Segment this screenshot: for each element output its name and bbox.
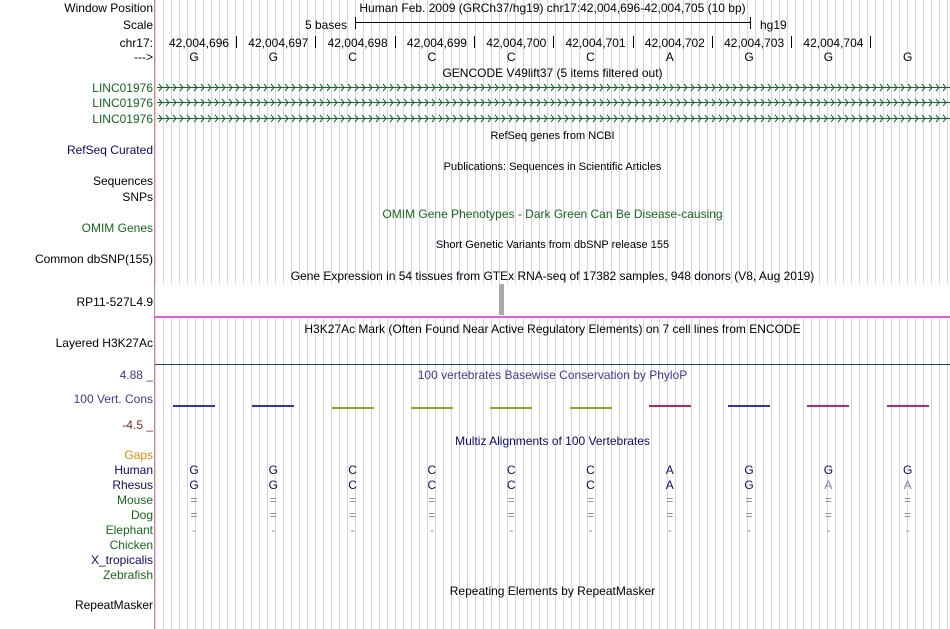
alignment-base: G <box>744 478 754 492</box>
species-label-mouse[interactable]: Mouse <box>116 493 153 507</box>
species-label-gaps[interactable]: Gaps <box>124 448 153 462</box>
position-tick <box>553 36 554 48</box>
scale-assembly: hg19 <box>760 18 787 32</box>
species-label-elephant[interactable]: Elephant <box>105 523 153 537</box>
alignment-base: C <box>427 463 437 477</box>
species-label-dog[interactable]: Dog <box>130 508 153 522</box>
repeatmasker-track-title[interactable]: Repeating Elements by RepeatMasker <box>449 584 656 598</box>
alignment-base: = <box>824 508 832 522</box>
alignment-base: = <box>507 508 515 522</box>
alignment-base: = <box>428 493 436 507</box>
alignment-base: = <box>190 508 198 522</box>
phylop-score-bar[interactable] <box>411 407 453 409</box>
gencode-item-label[interactable]: LINC01976 <box>92 81 153 95</box>
position-tick-label: 42,004,698 <box>327 36 388 50</box>
position-tick <box>236 36 237 48</box>
position-tick <box>395 36 396 48</box>
gencode-item-label[interactable]: LINC01976 <box>92 96 153 110</box>
position-tick-label: 42,004,702 <box>644 36 705 50</box>
alignment-base: C <box>427 478 437 492</box>
alignment-base: = <box>190 493 198 507</box>
dbsnp-label[interactable]: Common dbSNP(155) <box>34 252 153 266</box>
alignment-base: = <box>745 493 753 507</box>
omim-track-title[interactable]: OMIM Gene Phenotypes - Dark Green Can Be Disease-causing <box>382 207 723 221</box>
alignment-base: = <box>586 493 594 507</box>
alignment-base: A <box>903 478 912 492</box>
alignment-base: C <box>348 478 357 492</box>
position-tick-label: 42,004,697 <box>248 36 309 50</box>
window-position-text[interactable]: Human Feb. 2009 (GRCh37/hg19) chr17:42,004,696-42,004,705 (10 bp) <box>359 1 746 15</box>
position-tick <box>474 36 475 48</box>
scale-bar-right-tick <box>750 17 751 29</box>
alignment-base: - <box>192 523 196 537</box>
alignment-base: - <box>429 523 434 537</box>
alignment-base: G <box>189 478 199 492</box>
gtex-expression-bar[interactable] <box>499 284 504 315</box>
gencode-transcript[interactable] <box>157 114 950 123</box>
phylop-score-bar[interactable] <box>252 405 294 407</box>
gtex-label[interactable]: RP11-527L4.9 <box>76 295 153 309</box>
alignment-base: - <box>588 523 593 537</box>
alignment-base: - <box>271 523 276 537</box>
alignment-base: C <box>506 478 516 492</box>
gencode-transcript[interactable] <box>157 98 950 107</box>
gencode-transcript[interactable] <box>157 83 950 92</box>
position-tick-label: 42,004,700 <box>486 36 547 50</box>
position-tick <box>633 36 634 48</box>
refseq-track-title[interactable]: RefSeq genes from NCBI <box>490 130 615 142</box>
alignment-base: - <box>747 523 752 537</box>
alignment-base: = <box>745 508 753 522</box>
reference-base: G <box>744 50 754 64</box>
phylop-score-bar[interactable] <box>173 405 215 407</box>
reference-base: A <box>665 50 674 64</box>
position-tick-label: 42,004,696 <box>169 36 230 50</box>
gencode-item-label[interactable]: LINC01976 <box>92 112 153 126</box>
position-tick-label: 42,004,701 <box>565 36 626 50</box>
phylop-score-bar[interactable] <box>490 407 532 409</box>
h3k27ac-signal-line <box>155 364 950 365</box>
reference-base: G <box>903 50 913 64</box>
reference-base: G <box>268 50 278 64</box>
position-tick <box>791 36 792 48</box>
phylop-score-bar[interactable] <box>332 407 374 409</box>
alignment-base: G <box>268 463 278 477</box>
h3k27ac-label[interactable]: Layered H3K27Ac <box>55 336 153 350</box>
alignment-base: = <box>666 493 674 507</box>
alignment-base: = <box>586 508 594 522</box>
scale-label: Scale <box>122 18 153 32</box>
alignment-base: = <box>507 493 515 507</box>
phylop-min-label: -4.5 _ <box>122 418 153 432</box>
alignment-base: A <box>665 478 674 492</box>
phylop-track-title[interactable]: 100 vertebrates Basewise Conservation by PhyloP <box>417 368 688 382</box>
alignment-base: = <box>666 508 674 522</box>
alignment-base: - <box>509 523 514 537</box>
reference-base: C <box>506 50 516 64</box>
reference-base: G <box>189 50 199 64</box>
alignment-base: = <box>349 508 357 522</box>
phylop-score-bar[interactable] <box>887 405 929 407</box>
alignment-base: C <box>506 463 516 477</box>
species-label-x_tropicalis[interactable]: X_tropicalis <box>90 553 153 567</box>
alignment-base: = <box>349 493 357 507</box>
gtex-track-title[interactable]: Gene Expression in 54 tissues from GTEx RNA-seq of 17382 samples, 948 donors (V8, Aug 2019) <box>290 269 815 283</box>
pubs-sequences-label[interactable]: Sequences <box>92 174 153 188</box>
species-label-rhesus[interactable]: Rhesus <box>112 478 153 492</box>
alignment-base: G <box>268 478 278 492</box>
h3k27ac-track-title[interactable]: H3K27Ac Mark (Often Found Near Active Regulatory Elements) on 7 cell lines from ENCODE <box>304 322 801 336</box>
position-tick <box>712 36 713 48</box>
reference-base: C <box>348 50 357 64</box>
phylop-score-bar[interactable] <box>807 405 849 407</box>
alignment-base: G <box>744 463 754 477</box>
gtex-baseline <box>155 316 950 318</box>
reference-base: C <box>586 50 595 64</box>
alignment-base: - <box>350 523 355 537</box>
position-tick <box>315 36 316 48</box>
window-position-label: Window Position <box>64 1 153 15</box>
alignment-base: G <box>189 463 199 477</box>
pubs-snps-label[interactable]: SNPs <box>122 190 153 204</box>
alignment-base: = <box>269 493 277 507</box>
omim-label[interactable]: OMIM Genes <box>81 221 153 235</box>
gencode-track-title[interactable]: GENCODE V49lift37 (5 items filtered out) <box>442 66 663 80</box>
alignment-base: A <box>665 463 674 477</box>
alignment-base: C <box>348 463 357 477</box>
position-tick <box>870 36 871 48</box>
alignment-base: = <box>269 508 277 522</box>
phylop-score-bar[interactable] <box>570 407 612 409</box>
chrom-label: chr17: <box>119 36 153 50</box>
repeatmasker-label[interactable]: RepeatMasker <box>74 598 153 612</box>
alignment-base: = <box>904 493 912 507</box>
alignment-base: C <box>586 463 595 477</box>
dbsnp-track-title[interactable]: Short Genetic Variants from dbSNP release 155 <box>435 239 670 251</box>
alignment-base: C <box>586 478 595 492</box>
phylop-label[interactable]: 100 Vert. Cons <box>73 392 153 406</box>
multiz-track-title[interactable]: Multiz Alignments of 100 Vertebrates <box>455 434 650 448</box>
refseq-label[interactable]: RefSeq Curated <box>66 143 153 157</box>
position-tick-label: 42,004,703 <box>724 36 785 50</box>
alignment-base: - <box>667 523 672 537</box>
reference-base: C <box>427 50 437 64</box>
phylop-score-bar[interactable] <box>728 405 770 407</box>
phylop-score-bar[interactable] <box>649 405 691 407</box>
publications-track-title[interactable]: Publications: Sequences in Scientific Articles <box>443 161 662 173</box>
position-tick-label: 42,004,704 <box>803 36 864 50</box>
alignment-base: - <box>905 523 910 537</box>
alignment-base: - <box>826 523 831 537</box>
scale-bar <box>355 22 751 23</box>
position-tick-label: 42,004,699 <box>406 36 467 50</box>
species-label-human[interactable]: Human <box>114 463 153 477</box>
reference-base: G <box>823 50 834 64</box>
scale-text: 5 bases <box>305 18 348 32</box>
gtex-plot-area[interactable] <box>155 284 950 316</box>
species-label-chicken[interactable]: Chicken <box>109 538 153 552</box>
species-label-zebrafish[interactable]: Zebrafish <box>102 568 153 582</box>
alignment-base: G <box>823 463 834 477</box>
alignment-base: = <box>824 493 832 507</box>
alignment-base: G <box>903 463 913 477</box>
scale-bar-left-tick <box>355 17 356 29</box>
strand-label: ---> <box>134 50 153 64</box>
alignment-base: A <box>824 478 833 492</box>
phylop-max-label: 4.88 _ <box>119 368 153 382</box>
alignment-base: = <box>428 508 436 522</box>
alignment-base: = <box>904 508 912 522</box>
